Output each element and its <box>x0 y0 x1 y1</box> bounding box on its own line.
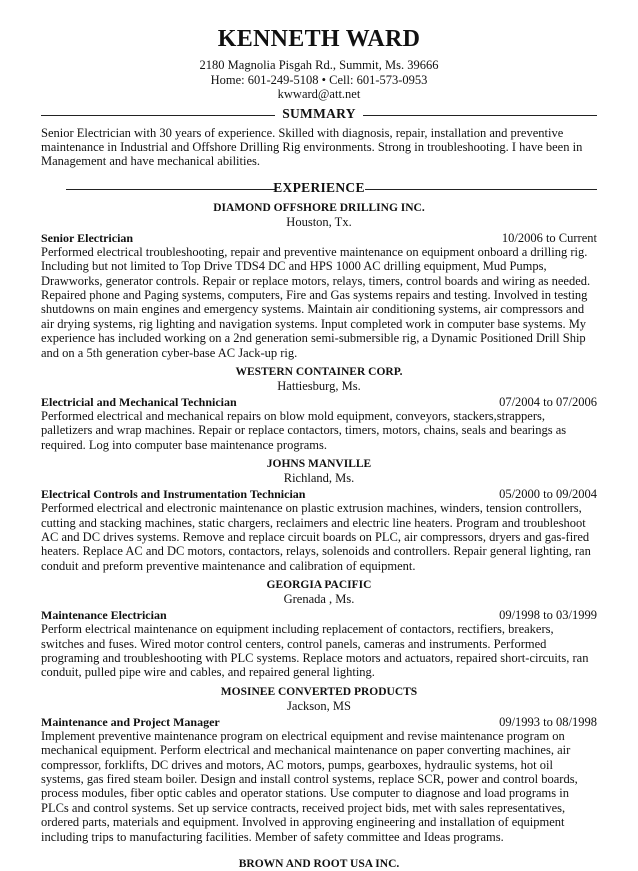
summary-heading: SUMMARY <box>282 105 356 121</box>
job-dates: 05/2000 to 09/2004 <box>499 487 597 502</box>
job-dates: 09/1998 to 03/1999 <box>499 608 597 623</box>
address-line: 2180 Magnolia Pisgah Rd., Summit, Ms. 39666 <box>199 58 439 72</box>
resume-page <box>41 0 597 871</box>
job-description: Perform electrical maintenance on equipment including replacement of contactors, rectifiers, breakers, switches and fuses. Wired motor control centers, control panels, cameras and instruments. Performed programing and troubleshooting with PLC systems. Replace motors and actuators, repaired short-circuits, ran conduit, pulled pipe wire and cables, and repaired general lighting. <box>41 622 589 680</box>
job-entry <box>41 365 597 452</box>
job-description: Performed electrical troubleshooting, repair and preventive maintenance on equipment onboard a drilling rig. Including but not limited to Top Drive TDS4 DC and HPS 1000 AC drilling equipment, Mud Pumps, Drawworks, generator controls. Repair or replace motors, relays, timers, control boards and wiring as needed. Repaired phone and Paging systems, computers, Fire and Gas systems repairs and testing. Involved in testing shutdowns on main engines and emergency systems. Maintain air conditioning systems, air compressors and air drying systems, rig lighting and navigation systems. Input completed work in computer base systems. My experience has included working on a 2nd generation semi-submersible rig, a Dynamic Positioned Drill Ship and on a 5th generation cyber-base AC Jack-up rig. <box>41 244 591 360</box>
experience-heading: EXPERIENCE <box>273 179 365 195</box>
candidate-name: KENNETH WARD <box>217 26 421 52</box>
job-entry <box>41 578 597 680</box>
job-title-row <box>41 487 597 501</box>
job-description: Implement preventive maintenance program on electrical equipment and revise maintenance program on mechanical equipment. Perform electrical and mechanical maintenance on paper converting machines, air compressor, forklifts, DC drives and motors, AC motors, pumps, gearboxes, hydraulic systems, hot oil systems, gas fired steam boiler. Design and install control systems, replace SCR, power and control boards, process modules, fiber optic cables and operator stations. Use computer to diagnose and load programs in PLCs and control systems. Set up service contracts, received project bids, met with sales representatives, ordered parts, materials and equipment. Involved in approving engineering and installation of equipment including trips to manufacturing facilities. Member of safety committee and Ideas programs. <box>41 728 578 844</box>
job-title-row <box>41 715 597 729</box>
job-title-row <box>41 608 597 622</box>
job-entry <box>41 857 597 871</box>
summary-text: Senior Electrician with 30 years of experience. Skilled with diagnosis, repair, installation and preventive maintenance in Industrial and Offshore Drilling Rig environments. Strong in troubleshooting. I have been in Management and have mechanical abilities. <box>41 125 583 169</box>
job-dates: 09/1993 to 08/1998 <box>499 714 597 729</box>
job-dates: 10/2006 to Current <box>501 230 597 245</box>
company-name: GEORGIA PACIFIC <box>266 579 372 592</box>
company-location: Richland, Ms. <box>283 471 355 486</box>
job-title: Electricial and Mechanical Technician <box>41 394 237 409</box>
job-entry <box>41 201 597 360</box>
phone-line: Home: 601-249-5108 • Cell: 601-573-0953 <box>210 72 428 87</box>
company-location: Hattiesburg, Ms. <box>277 378 361 393</box>
company-location: Jackson, MS <box>287 698 351 713</box>
company-location: Houston, Tx. <box>286 214 352 229</box>
divider-right <box>363 115 597 116</box>
email-line: kwward@att.net <box>277 87 361 101</box>
job-title: Senior Electrician <box>41 230 134 245</box>
job-title: Maintenance Electrician <box>41 608 167 623</box>
experience-heading-row <box>41 179 597 199</box>
job-title: Electrical Controls and Instrumentation Technician <box>41 487 306 502</box>
company-name: WESTERN CONTAINER CORP. <box>235 365 403 378</box>
company-name: JOHNS MANVILLE <box>266 458 372 471</box>
company-name: MOSINEE CONVERTED PRODUCTS <box>220 685 418 698</box>
job-dates: 07/2004 to 07/2006 <box>499 394 597 409</box>
job-description: Performed electrical and electronic maintenance on plastic extrusion machines, winders, tension controllers, cutting and stacking machines, static chargers, reclaimers and electric line heaters. Program and troubleshoot AC and DC drives systems. Remove and replace circuit boards on PLC, air compressors, dryers and gas-fired heaters. Replace AC and DC motors, contactors, relays, solenoids and controllers. Repair general lighting, ran conduit and preform preventive maintenance and calibration of equipment. <box>41 501 591 573</box>
job-title-row <box>41 231 597 245</box>
job-description: Performed electrical and mechanical repairs on blow mold equipment, conveyors, stackers,strappers, palletizers and wrap machines. Repair or replace contactors, timers, motors, chains, seals and bearings as required. Log into computer base maintenance programs. <box>41 408 567 452</box>
divider-right <box>365 189 597 190</box>
job-title: Maintenance and Project Manager <box>41 714 220 729</box>
job-title-row <box>41 395 597 409</box>
company-name: BROWN AND ROOT USA INC. <box>238 858 400 871</box>
company-name: DIAMOND OFFSHORE DRILLING INC. <box>213 201 425 214</box>
contact-block <box>41 58 597 102</box>
job-entry <box>41 685 597 844</box>
company-location: Grenada , Ms. <box>283 592 355 607</box>
summary-heading-row <box>41 105 597 125</box>
job-entry <box>41 457 597 573</box>
